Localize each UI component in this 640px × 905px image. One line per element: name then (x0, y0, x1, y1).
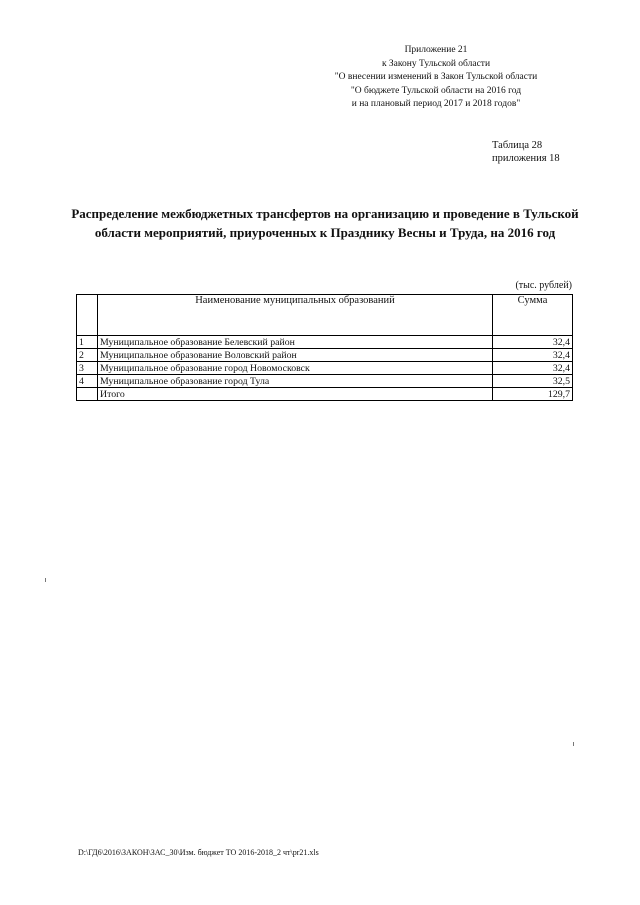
appendix-number: приложения 18 (492, 153, 560, 164)
row-number: 2 (77, 349, 98, 362)
total-label: Итого (98, 388, 493, 401)
table-row (77, 375, 573, 388)
transfers-table (76, 294, 573, 401)
header-line: Приложение 21 (404, 45, 468, 55)
row-name: Муниципальное образование город Тула (98, 375, 493, 388)
row-name: Муниципальное образование Белевский район (98, 336, 493, 349)
row-sum: 32,4 (493, 362, 573, 375)
row-sum: 32,4 (493, 349, 573, 362)
row-sum: 32,4 (493, 336, 573, 349)
table-row (77, 362, 573, 375)
column-header-sum: Сумма (493, 295, 573, 336)
table-row (77, 336, 573, 349)
table-reference (492, 139, 560, 165)
column-header-number (77, 295, 98, 336)
row-sum: 32,5 (493, 375, 573, 388)
header-line: к Закону Тульской области (381, 58, 491, 69)
row-number: 3 (77, 362, 98, 375)
header-line: "О внесении изменений в Закон Тульской области (334, 72, 538, 82)
table-row (77, 349, 573, 362)
column-header-name: Наименование муниципальных образований (98, 295, 493, 336)
appendix-header (300, 44, 572, 112)
row-name: Муниципальное образование Воловский район (98, 349, 493, 362)
scan-mark (573, 742, 574, 746)
row-number: 4 (77, 375, 98, 388)
row-name: Муниципальное образование город Новомосковск (98, 362, 493, 375)
file-path-footer: D:\ГД6\2016\ЗАКОН\ЗАС_30\Изм. бюджет ТО 2016-2018_2 чт\pr21.xls (78, 848, 319, 857)
table-total-row (77, 388, 573, 401)
total-sum: 129,7 (493, 388, 573, 401)
document-title: Распределение межбюджетных трансфертов на организацию и проведение в Тульской области мероприятий, приуроченных к Празднику Весны и Труда, на 2016 год (71, 206, 579, 240)
units-label: (тыс. рублей) (515, 280, 572, 291)
header-line: и на плановый период 2017 и 2018 годов" (351, 99, 521, 109)
header-line: "О бюджете Тульской области на 2016 год (350, 85, 522, 96)
table-header-row (77, 295, 573, 336)
row-number: 1 (77, 336, 98, 349)
table-number: Таблица 28 (492, 140, 543, 151)
scan-mark (45, 578, 46, 582)
row-number (77, 388, 98, 401)
